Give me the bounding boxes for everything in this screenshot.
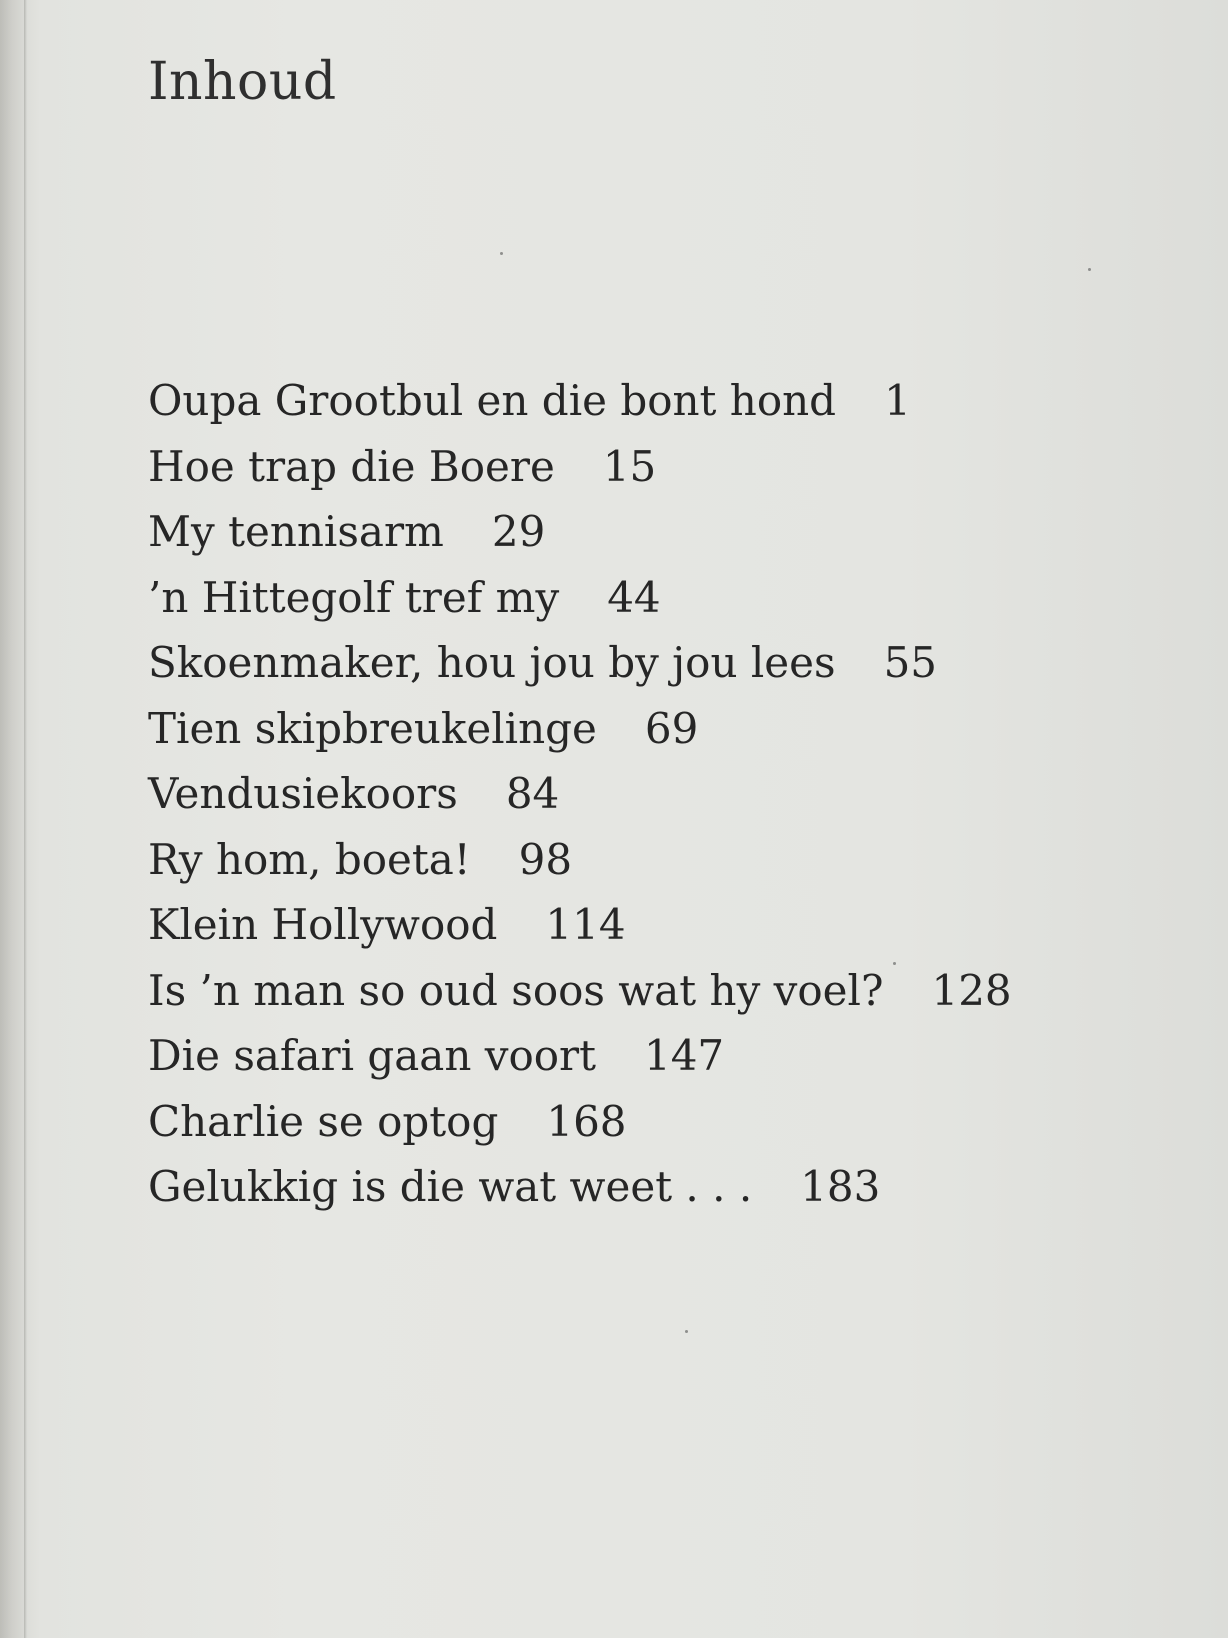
toc-entry <box>148 1089 1012 1155</box>
toc-entry-page: 15 <box>602 441 657 491</box>
toc-entry-page: 128 <box>931 965 1012 1015</box>
toc-entry <box>148 1023 1012 1089</box>
paper-speck <box>893 962 896 965</box>
toc-entry <box>148 499 1012 565</box>
toc-entry-title: Tien skipbreukelinge <box>148 703 597 753</box>
toc-entry <box>148 434 1012 500</box>
toc-entry-title: Die safari gaan voort <box>148 1031 596 1080</box>
toc-entry <box>148 696 1012 762</box>
toc-entry-title: Ry hom, boeta! <box>148 834 471 884</box>
table-of-contents <box>148 368 1012 1220</box>
toc-entry <box>148 892 1012 958</box>
toc-entry-page: 183 <box>800 1162 881 1211</box>
toc-entry <box>148 565 1012 631</box>
page-title: Inhoud <box>148 52 337 112</box>
toc-entry-title: Gelukkig is die wat weet . . . <box>148 1162 753 1211</box>
toc-entry-page: 55 <box>883 638 938 687</box>
toc-entry-title: My tennisarm <box>148 507 444 556</box>
toc-entry-title: Skoenmaker, hou jou by jou lees <box>148 638 836 687</box>
paper-speck <box>685 1330 688 1333</box>
toc-entry <box>148 827 1012 893</box>
toc-entry-title: Is ’n man so oud soos wat hy voel? <box>148 965 884 1015</box>
toc-entry-title: Hoe trap die Boere <box>148 441 555 491</box>
toc-entry-page: 168 <box>546 1096 627 1146</box>
toc-entry-page: 147 <box>643 1031 725 1080</box>
toc-entry-page: 1 <box>884 376 911 425</box>
book-gutter <box>24 0 27 1638</box>
toc-entry <box>148 1154 1012 1220</box>
toc-entry-title: Charlie se optog <box>148 1096 499 1146</box>
toc-entry-title: Oupa Grootbul en die bont hond <box>148 376 837 425</box>
toc-entry-page: 44 <box>607 572 661 622</box>
paper-speck <box>500 252 503 255</box>
toc-entry-page: 98 <box>518 834 573 884</box>
toc-entry-page: 29 <box>491 507 546 556</box>
toc-entry <box>148 368 1012 434</box>
toc-entry-title: Klein Hollywood <box>148 900 498 949</box>
toc-entry-title: ’n Hittegolf tref my <box>148 572 560 622</box>
paper-speck <box>1088 268 1091 271</box>
toc-entry <box>148 630 1012 696</box>
toc-entry-page: 114 <box>545 900 626 949</box>
toc-entry-page: 84 <box>505 769 560 818</box>
toc-entry <box>148 958 1012 1024</box>
toc-entry-page: 69 <box>644 703 699 753</box>
toc-entry <box>148 761 1012 827</box>
toc-entry-title: Vendusiekoors <box>148 769 458 818</box>
